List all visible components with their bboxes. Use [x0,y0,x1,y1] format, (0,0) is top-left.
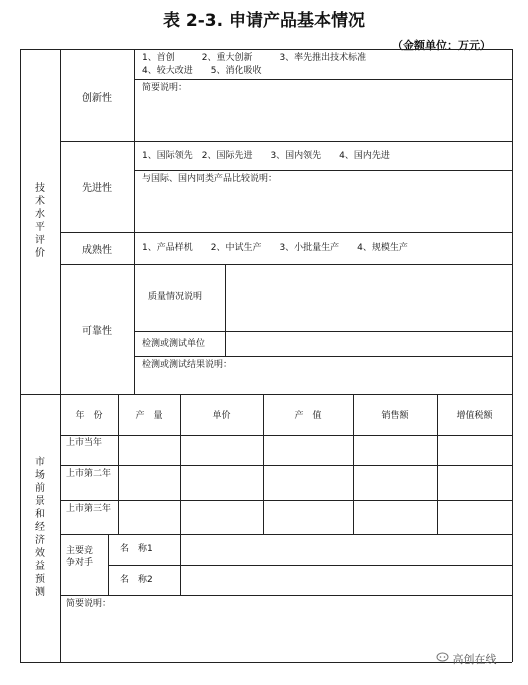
header-sales: 销售额 [381,411,409,421]
advanced-note: 与国际、国内同类产品比较说明： [142,174,278,184]
test-result-label: 检测或测试结果说明： [142,360,233,370]
advanced-label: 先进性 [82,183,112,194]
row-year-2: 上市第二年 [66,469,112,479]
maturity-options: 1、产品样机 2、中试生产 3、小批量生产 4、规模生产 [142,243,408,253]
innovation-note: 简要说明： [142,83,188,93]
innovation-options-1: 1、首创 2、重大创新 3、率先推出技术标准 [142,53,367,63]
market-forecast-category: 市场前景和经济效益预测 [35,457,45,598]
reliability-label: 可靠性 [82,326,112,337]
competitor-label: 主要竞争对手 [66,546,94,568]
market-note: 简要说明： [66,599,112,609]
competitor-name-2: 名 称2 [120,575,153,585]
header-unit-price: 单价 [212,411,231,421]
header-vat: 增值税额 [456,411,493,421]
watermark-text: 高创在线 [452,653,497,666]
competitor-name-1: 名 称1 [120,544,153,554]
row-year-1: 上市当年 [66,438,103,448]
amount-unit-note: （金额单位：万元） [392,39,491,52]
header-output-value: 产 值 [294,411,322,421]
header-year: 年 份 [75,411,103,421]
watermark [436,651,497,667]
maturity-label: 成熟性 [82,245,112,256]
advanced-options: 1、国际领先 2、国际先进 3、国内领先 4、国内先进 [142,151,390,161]
tech-evaluation-category: 技术水平评价 [35,183,45,259]
page-title: 表 2-3. 申请产品基本情况 [162,11,365,31]
test-org-label: 检测或测试单位 [142,339,206,349]
header-output: 产 量 [135,411,163,421]
row-year-3: 上市第三年 [66,504,112,514]
chat-bubble-icon [436,653,453,666]
innovation-options-2: 4、较大改进 5、消化吸收 [142,66,262,76]
quality-label: 质量情况说明 [148,292,203,302]
innovation-label: 创新性 [82,93,112,104]
